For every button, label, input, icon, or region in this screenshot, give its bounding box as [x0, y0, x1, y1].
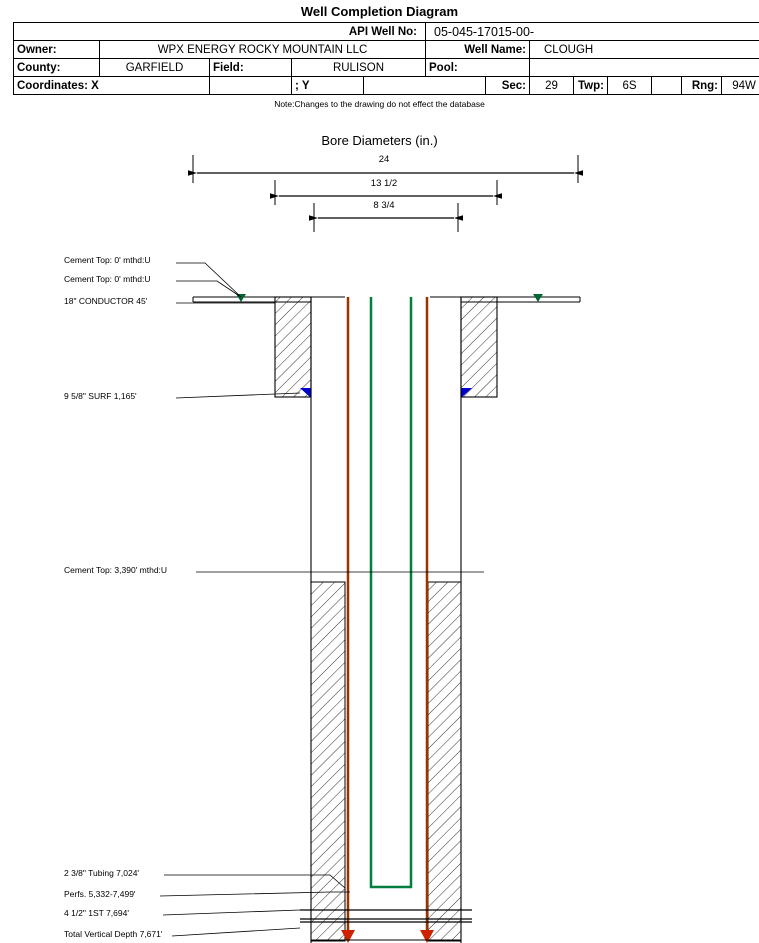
coordinates-y-label: ; Y: [292, 77, 364, 95]
county-value: GARFIELD: [100, 59, 210, 77]
well-name-value: CLOUGH: [530, 41, 759, 59]
conductor-right-cement: [461, 297, 497, 397]
annotation-cement-top-2: Cement Top: 0' mthd:U: [64, 274, 151, 284]
cement-top-marker-right: [533, 294, 543, 302]
bore-dim-label-24: 24: [378, 154, 390, 165]
annotation-tubing: 2 3/8" Tubing 7,024': [64, 868, 140, 878]
production-cement-left: [311, 582, 345, 941]
twp-label: Twp:: [574, 77, 608, 95]
bore-dim-label-8-3-4: 8 3/4: [373, 200, 395, 211]
ground-line: [193, 297, 580, 302]
wellhead-flange: [193, 297, 580, 302]
production-casing-strings: [348, 297, 427, 941]
drawing-note: Note:Changes to the drawing do not effect the database: [274, 99, 485, 109]
sec-value: 29: [530, 77, 574, 95]
annotation-perfs: Perfs. 5,332-7,499': [64, 889, 136, 899]
annotation-total-depth: Total Vertical Depth 7,671': [64, 929, 163, 939]
conductor-left-cement: [275, 297, 311, 397]
production-cement-right: [428, 582, 461, 941]
annotation-conductor: 18" CONDUCTOR 45': [64, 296, 148, 306]
bore-dim-label-13-1-2: 13 1/2: [370, 178, 398, 189]
cement-top-marker-left: [236, 294, 246, 302]
bore-diameters-caption: Bore Diameters (in.): [321, 133, 438, 148]
api-well-no-label: API Well No:: [14, 23, 426, 41]
twp-value: 6S: [608, 77, 652, 95]
rng-value: 94W: [722, 77, 759, 95]
page-title: Well Completion Diagram: [300, 4, 459, 19]
annotation-surface-casing: 9 5/8" SURF 1,165': [64, 391, 137, 401]
field-label: Field:: [210, 59, 292, 77]
owner-value: WPX ENERGY ROCKY MOUNTAIN LLC: [100, 41, 426, 59]
county-label: County:: [14, 59, 100, 77]
annotation-cement-top-1: Cement Top: 0' mthd:U: [64, 255, 151, 265]
rng-label: Rng:: [682, 77, 722, 95]
pool-label: Pool:: [426, 59, 530, 77]
annotation-production-casing: 4 1/2" 1ST 7,694': [64, 908, 129, 918]
api-well-no-value: 05-045-17015-00-: [426, 23, 759, 41]
coordinates-label: Coordinates: X: [14, 77, 210, 95]
well-name-label: Well Name:: [426, 41, 530, 59]
tubing-string: [370, 297, 412, 888]
annotation-cement-top-3: Cement Top: 3,390' mthd:U: [64, 565, 168, 575]
field-value: RULISON: [292, 59, 426, 77]
sec-label: Sec:: [486, 77, 530, 95]
owner-label: Owner:: [14, 41, 100, 59]
